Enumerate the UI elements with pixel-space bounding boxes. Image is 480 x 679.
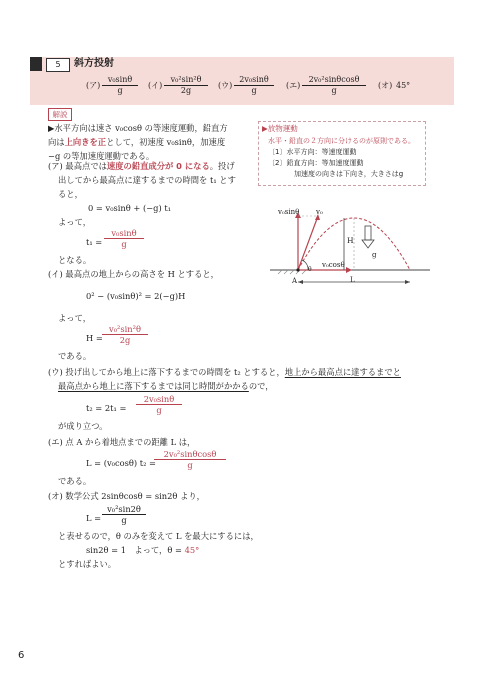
fig-label-H: H (347, 236, 354, 245)
e-eq-num: v₀²sin2θ (102, 504, 146, 515)
c-eq-num: 2v₀sinθ (136, 394, 182, 405)
a-eq1: 0 = v₀sinθ + (−g) t₁ (88, 203, 172, 213)
fig-label-L: L (350, 276, 355, 284)
L-arrow-right (405, 280, 410, 284)
fig-label-v0sin: v₀sinθ (278, 208, 300, 216)
sidebox-line-3: 〔2〕鉛直方向：等加速度運動 (268, 159, 364, 167)
c-end: が成り立つ。 (58, 421, 108, 431)
e-line-4: とすればよい。 (58, 559, 117, 569)
a-end: となる。 (58, 255, 92, 265)
answer-c (234, 75, 274, 96)
fig-label-A: A (292, 277, 298, 285)
intro-line-1 (48, 122, 228, 134)
intro-line-3: −g の等加速度運動である。 (48, 151, 155, 161)
a-yotte: よって， (58, 217, 92, 227)
answer-label-d: (エ) (286, 81, 301, 90)
intro-2b: 上向きを正 (64, 137, 107, 147)
g-arrow-shaft (365, 226, 371, 240)
c-eq-den: g (156, 405, 162, 415)
c-eq-lhs: t₂ = 2t₁ = (86, 403, 127, 413)
answer-label-b: (イ) (148, 81, 163, 90)
e-eq-lhs: L = (86, 513, 102, 523)
intro-2c: として，初速度 v₀sinθ，加速度 (106, 137, 226, 147)
a-line-1: (ア) 最高点では速度の鉛直成分が 0 になる。投げ (48, 161, 235, 171)
b-eq1: 0² − (v₀sinθ)² = 2(−g)H (86, 291, 186, 301)
page-number: 6 (18, 650, 25, 661)
sidebox-line-1: 水平・鉛直の２方向に分けるのが原則である。 (268, 137, 415, 145)
fig-label-v0: v₀ (316, 208, 323, 216)
point-A (296, 268, 299, 271)
section-marker (30, 57, 42, 71)
sidebox-line-2: 〔1〕水平方向：等速度運動 (268, 148, 357, 156)
answer-c-num: 2v₀sinθ (234, 75, 274, 86)
intro-line-2 (48, 136, 225, 148)
c-underline-2: 最高点から地上に落下するまでは同じ時間がかかる (58, 381, 249, 391)
c-underline-1: 地上から最高点に達するまでと (284, 367, 401, 377)
intro-1c: の等速度運動，鉛直方 (142, 123, 228, 133)
d-eq-frac (154, 449, 226, 470)
d-eq-den: g (187, 460, 193, 470)
b-eq2-den: 2g (119, 335, 131, 345)
problem-title: 斜方投射 (74, 58, 114, 69)
b-end: である。 (58, 351, 92, 361)
a-line-3: ると， (58, 189, 83, 199)
answer-label-e: (オ) (378, 81, 393, 90)
c-eq-frac (136, 394, 182, 415)
sidebox-title: ▶放物運動 (262, 124, 298, 133)
fig-label-theta: θ (308, 266, 312, 273)
answer-label-a: (ア) (86, 81, 101, 90)
a-1a: 最高点では (65, 161, 107, 171)
e-answer: 45° (184, 545, 200, 555)
a-1c: 。投げ (209, 161, 235, 171)
sidebox-line-4: 加速度の向きは下向き，大きさはg (294, 170, 404, 178)
g-arrowhead (362, 240, 374, 248)
a-eq2-frac (104, 228, 144, 249)
a-line-2: 出してから最高点に達するまでの時間を t₁ とす (58, 175, 236, 185)
answer-a-num: v₀sinθ (102, 75, 138, 86)
b-eq2-lhs: H = (86, 333, 103, 343)
a-eq2-den: g (121, 239, 127, 249)
intro-2a: 向は (48, 137, 65, 147)
answer-b (164, 75, 208, 96)
problem-number: 5 (46, 58, 70, 72)
b-eq2-num: v₀²sin²θ (102, 324, 148, 335)
e-eq-den: g (121, 515, 127, 525)
e-line-2: と表せるので，θ のみを変えて L を最大にするには， (58, 531, 259, 541)
L-arrow-left (298, 280, 303, 284)
ground-hatch (278, 270, 306, 274)
intro-1b: v₀cosθ (115, 123, 143, 133)
b-eq2-frac (102, 324, 148, 345)
answer-e: 45° (396, 81, 411, 90)
d-eq-num: 2v₀²sinθcosθ (154, 449, 226, 460)
v0cos-arrowhead (346, 267, 352, 273)
d-line-1: (エ) 点 A から着地点までの距離 L は， (48, 437, 196, 447)
e-eq-frac (102, 504, 146, 525)
answer-label-c: (ウ) (218, 81, 233, 90)
answer-d-den: g (331, 86, 337, 95)
a-1b: 速度の鉛直成分が 0 になる (106, 161, 210, 171)
answer-d-num: 2v₀²sinθcosθ (302, 75, 366, 86)
answer-b-den: 2g (180, 86, 192, 95)
answer-b-num: v₀²sin²θ (164, 75, 208, 86)
fig-label-v0cos: v₀cosθ (322, 261, 345, 269)
intro-1a: ▶水平方向は速さ (48, 123, 116, 133)
c-line-1: (ウ) 投げ出してから地上に落下するまでの時間を t₂ とすると，地上から最高点に達するまでと (48, 367, 401, 377)
answer-c-den: g (251, 86, 257, 95)
e-line-1: (オ) 数学公式 2sinθcosθ = sin2θ より， (48, 491, 205, 501)
e-line-3: sin2θ = 1 よって，θ = 45° (86, 545, 200, 555)
d-end: である。 (58, 476, 92, 486)
a-eq2-num: v₀sinθ (104, 228, 144, 239)
b-line-1: (イ) 最高点の地上からの高さを H とすると， (48, 269, 219, 279)
d-eq-lhs: L = (v₀cosθ) t₂ = (86, 458, 157, 468)
a-eq2-lhs: t₁ = (86, 237, 103, 247)
answer-a (102, 75, 138, 96)
c-line-2: 最高点から地上に落下するまでは同じ時間がかかるので， (58, 381, 274, 391)
kaisetsu-label: 解説 (48, 108, 72, 121)
fig-label-g: g (372, 251, 377, 259)
answer-d (302, 75, 366, 96)
answer-a-den: g (117, 86, 123, 95)
b-yotte: よって， (58, 313, 92, 323)
